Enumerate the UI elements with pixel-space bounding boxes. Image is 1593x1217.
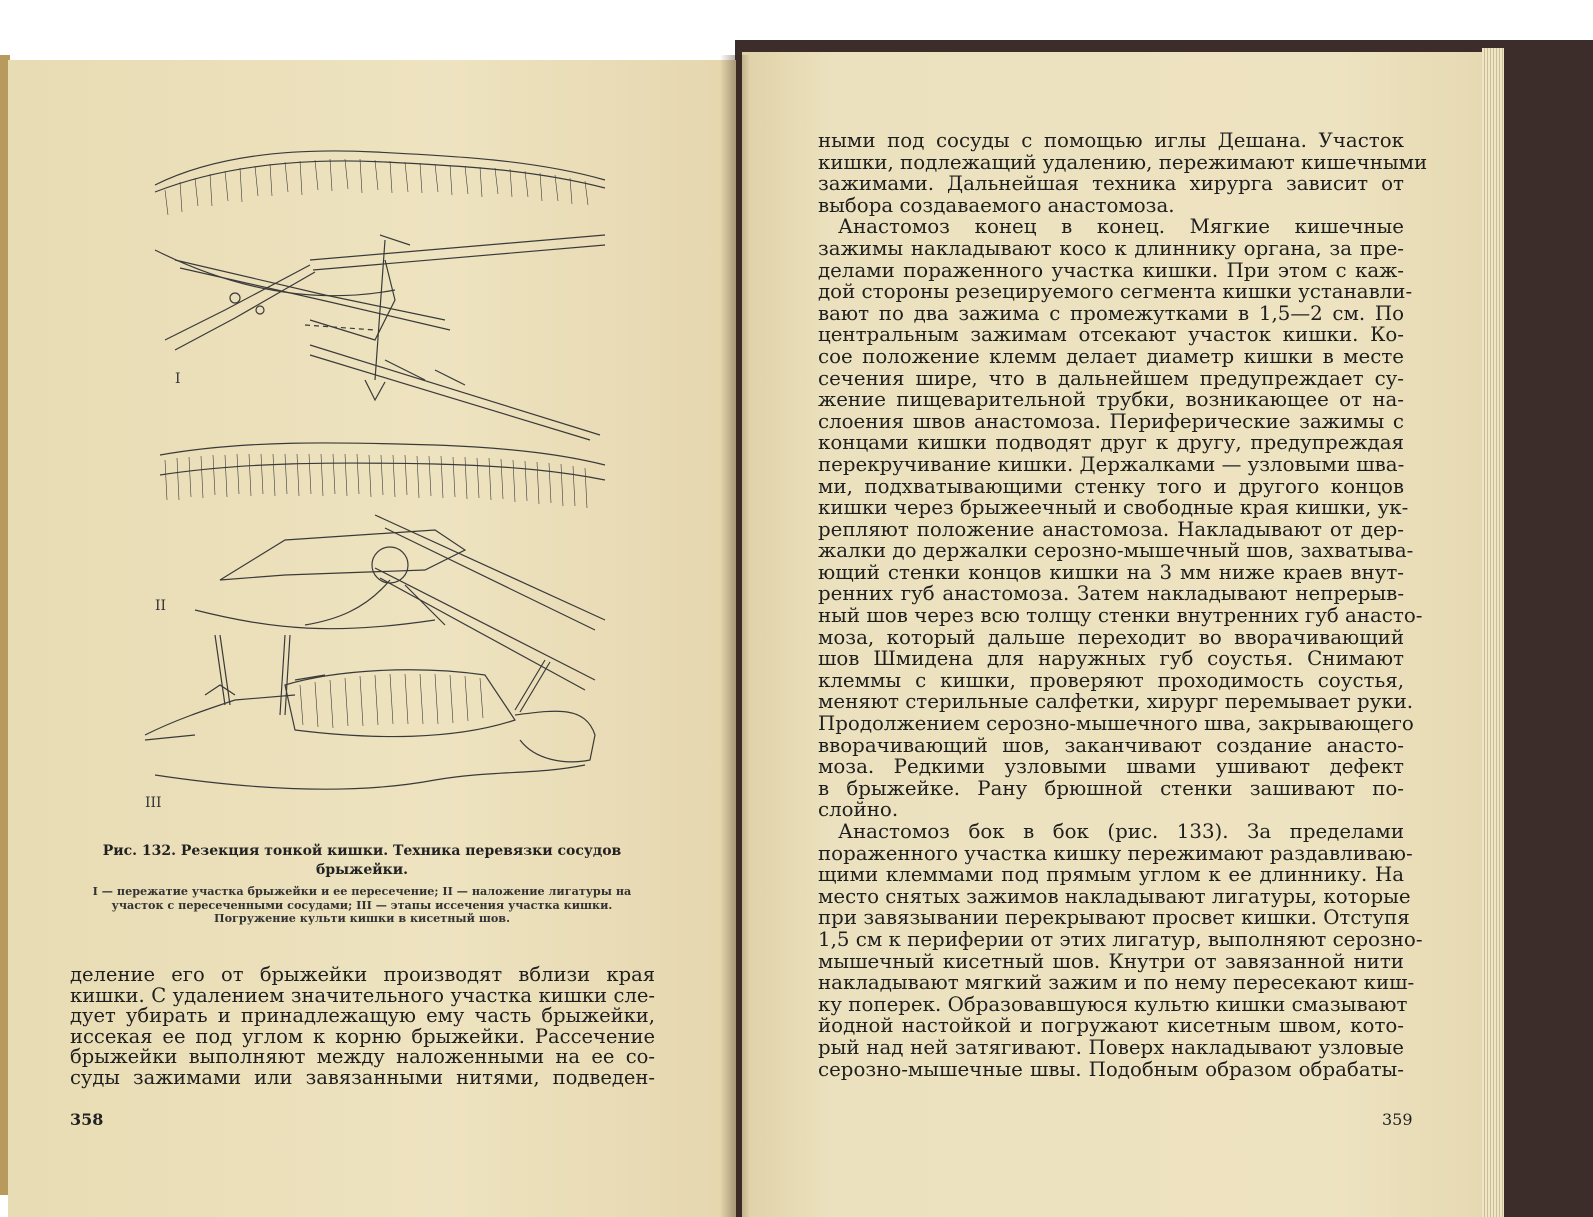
text-line: репляют положение анастомоза. Накладывают от дер- xyxy=(818,517,1404,541)
left-page-text xyxy=(70,965,655,1089)
text-line: выбора создаваемого анастомоза. xyxy=(818,193,1175,217)
page-edges xyxy=(1482,48,1504,1217)
text-line: в брыжейке. Рану брюшной стенки зашивают по- xyxy=(818,776,1404,800)
text-line: вают по два зажима с промежутками в 1,5—2 см. По xyxy=(818,301,1404,325)
text-line: мышечный кисетный шов. Кнутри от завязанной нити xyxy=(818,949,1404,973)
text-line: суды зажимами или завязанными нитями, подведен- xyxy=(70,1065,655,1089)
text-line: место снятых зажимов накладывают лигатуры, которые xyxy=(818,884,1411,908)
text-line: при завязывании перекрывают просвет кишки. Отступя xyxy=(818,906,1410,930)
text-line: кишки через брыжеечный и свободные края кишки, ук- xyxy=(818,496,1409,520)
text-line: зажимами. Дальнейшая техника хирурга зависит от xyxy=(818,172,1404,196)
text-line: жалки до держалки серозно-мышечный шов, захватыва- xyxy=(818,539,1414,563)
figure-caption-title: Рис. 132. Резекция тонкой кишки. Техника перевязки сосудов брыжейки. xyxy=(102,843,622,878)
text-line: моза, который дальше переходит во вворачивающий xyxy=(818,625,1404,649)
text-line: клеммы с кишки, проверяют проходимость соустья, xyxy=(818,668,1404,692)
text-line: сое положение клемм делает диаметр кишки в месте xyxy=(818,344,1404,368)
text-line: ный шов через всю толщу стенки внутренних губ анасто- xyxy=(818,604,1423,628)
text-line: пораженного участка кишку пережимают раздавливаю- xyxy=(818,841,1413,865)
figure-label-3: III xyxy=(145,795,162,810)
text-line: дой стороны резецируемого сегмента кишки устанавли- xyxy=(818,280,1413,304)
panel-2-drawing xyxy=(160,443,605,690)
text-line: шов Шмидена для наружных губ соустья. Снимают xyxy=(818,647,1404,671)
text-line: слоения швов анастомоза. Периферические зажимы с xyxy=(818,409,1404,433)
text-line: центральным зажимам отсекают участок кишки. Ко- xyxy=(818,323,1404,347)
text-line: слойно. xyxy=(818,798,899,822)
text-line: 1,5 см к периферии от этих лигатур, выполняют серозно- xyxy=(818,927,1423,951)
text-line: ными под сосуды с помощью иглы Дешана. Участок xyxy=(818,129,1404,152)
text-line: дует убирать и принадлежащую ему часть брыжейки, xyxy=(70,1004,655,1028)
text-line: накладывают мягкий зажим и по нему пересекают киш- xyxy=(818,971,1415,995)
text-line: иссекая ее под углом к корню брыжейки. Рассечение xyxy=(70,1024,655,1048)
text-line: делами пораженного участка кишки. При этом с каж- xyxy=(818,258,1404,282)
text-line: кишки, подлежащий удалению, пережимают кишечными xyxy=(818,150,1428,174)
surgical-illustration xyxy=(135,140,615,810)
figure-label-2: II xyxy=(155,598,167,614)
panel-1-drawing xyxy=(155,151,605,440)
page-number-left: 358 xyxy=(70,1110,104,1129)
text-line: рый над ней затягивают. Поверх накладывают узловые xyxy=(818,1035,1404,1059)
figure-caption-body: I — пережатие участка брыжейки и ее пересечение; II — наложение лигатуры на участок с пересеченными сосудами; III — этапы иссечения участка кишки. Погружение культи кишки в кисетный шов. xyxy=(92,884,632,925)
figure-label-1: I xyxy=(175,371,181,387)
section-heading-line: Анастомоз бок в бок (рис. 133). За пределами xyxy=(838,820,1404,843)
text-line: Продолжением серозно-мышечного шва, закрывающего xyxy=(818,712,1414,736)
text-line: ренних губ анастомоза. Затем накладывают непрерыв- xyxy=(818,582,1404,606)
text-line: вворачивающий шов, заканчивают создание анасто- xyxy=(818,733,1404,757)
text-line: кишки. С удалением значительного участка кишки сле- xyxy=(70,983,655,1007)
illustration-drawing xyxy=(135,140,615,810)
text-line: серозно-мышечные швы. Подобным образом обрабаты- xyxy=(818,1057,1404,1081)
text-line: жение пищеварительной трубки, возникающее от на- xyxy=(818,388,1404,412)
section-heading-line: Анастомоз конец в конец. Мягкие кишечные xyxy=(838,215,1404,239)
text-line: брыжейки выполняют между наложенными на ее со- xyxy=(70,1045,655,1069)
text-line: ми, подхватывающими стенку того и другого концов xyxy=(818,474,1404,498)
text-line: меняют стерильные салфетки, хирург перемывает руки. xyxy=(818,690,1414,714)
text-line: деление его от брыжейки производят вблизи края xyxy=(70,963,655,986)
text-line: ющий стенки концов кишки на 3 мм ниже краев внут- xyxy=(818,560,1404,584)
text-line: концами кишки подводят друг к другу, предупреждая xyxy=(818,431,1404,455)
book-gutter xyxy=(720,55,750,1217)
text-line: перекручивание кишки. Держалками — узловыми шва- xyxy=(818,452,1405,476)
text-line: моза. Редкими узловыми швами ушивают дефект xyxy=(818,755,1404,779)
right-page-text xyxy=(818,129,1428,1081)
text-line: сечения шире, что в дальнейшем предупреждает су- xyxy=(818,366,1404,390)
page-number-right: 359 xyxy=(1382,1110,1413,1129)
text-line: щими клеммами под прямым углом к ее длиннику. На xyxy=(818,863,1404,887)
text-line: зажимы накладывают косо к длиннику органа, за пре- xyxy=(818,236,1404,260)
text-line: ку поперек. Образовавшуюся культю кишки смазывают xyxy=(818,992,1408,1016)
text-line: йодной настойкой и погружают кисетным швом, кото- xyxy=(818,1014,1404,1038)
